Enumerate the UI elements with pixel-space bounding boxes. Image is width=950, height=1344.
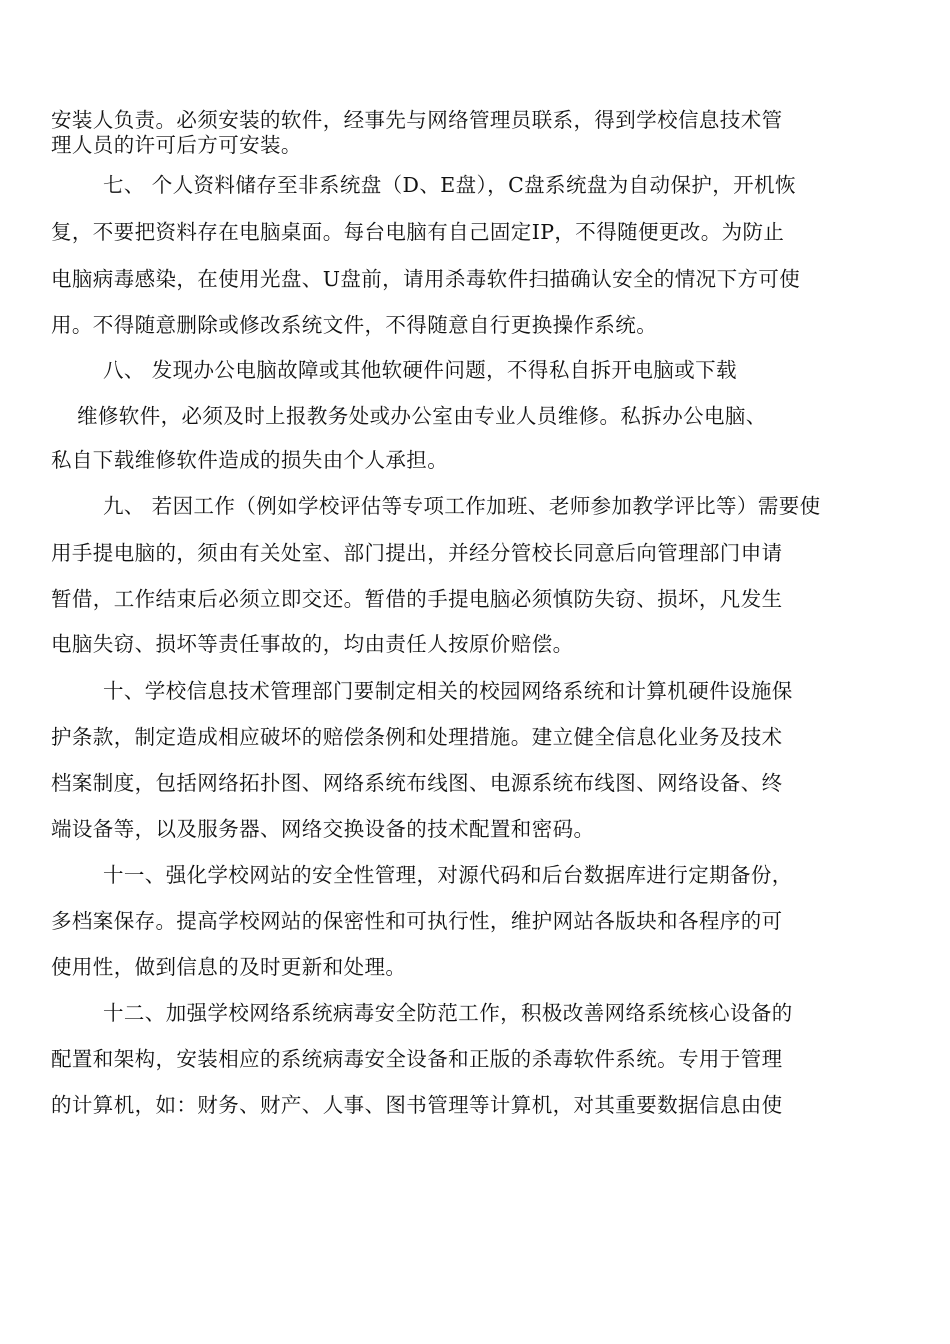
text-line: 电脑失窃、损坏等责任事故的，均由责任人按原价赔偿。 [51, 632, 574, 656]
text-line: 档案制度，包括网络拓扑图、网络系统布线图、电源系统布线图、网络设备、终 [51, 771, 783, 795]
text-line: 九、 若因工作（例如学校评估等专项工作加班、老师参加教学评比等）需要使 [103, 494, 821, 518]
text-line: 七、 个人资料储存至非系统盘（D、E盘），C盘系统盘为自动保护，开机恢 [103, 173, 796, 197]
text-line: 用。不得随意删除或修改系统文件，不得随意自行更换操作系统。 [51, 313, 658, 337]
text-line: 十二、加强学校网络系统病毒安全防范工作，积极改善网络系统核心设备的 [103, 1001, 793, 1025]
text-line: 电脑病毒感染，在使用光盘、U盘前，请用杀毒软件扫描确认安全的情况下方可使 [51, 267, 801, 291]
text-line: 护条款，制定造成相应破坏的赔偿条例和处理措施。建立健全信息化业务及技术 [51, 725, 783, 749]
text-line: 复，不要把资料存在电脑桌面。每台电脑有自己固定IP，不得随便更改。为防止 [51, 220, 785, 244]
text-line: 安装人负责。必须安装的软件，经事先与网络管理员联系，得到学校信息技术管 [51, 108, 783, 132]
text-line: 维修软件，必须及时上报教务处或办公室由专业人员维修。私拆办公电脑、 [77, 404, 767, 428]
text-line: 使用性，做到信息的及时更新和处理。 [51, 955, 407, 979]
text-line: 端设备等，以及服务器、网络交换设备的技术配置和密码。 [51, 817, 595, 841]
text-line: 私自下载维修软件造成的损失由个人承担。 [51, 448, 449, 472]
text-line: 多档案保存。提高学校网站的保密性和可执行性，维护网站各版块和各程序的可 [51, 909, 783, 933]
text-line: 用手提电脑的，须由有关处室、部门提出，并经分管校长同意后向管理部门申请 [51, 541, 783, 565]
text-line: 暂借，工作结束后必须立即交还。暂借的手提电脑必须慎防失窃、损坏，凡发生 [51, 587, 783, 611]
text-line: 理人员的许可后方可安装。 [51, 133, 302, 157]
text-line: 八、 发现办公电脑故障或其他软硬件问题，不得私自拆开电脑或下载 [103, 358, 737, 382]
text-line: 十、学校信息技术管理部门要制定相关的校园网络系统和计算机硬件设施保 [103, 679, 793, 703]
text-line: 十一、强化学校网站的安全性管理，对源代码和后台数据库进行定期备份， [103, 863, 793, 887]
text-line: 配置和架构，安装相应的系统病毒安全设备和正版的杀毒软件系统。专用于管理 [51, 1047, 783, 1071]
text-line: 的计算机，如：财务、财产、人事、图书管理等计算机，对其重要数据信息由使 [51, 1093, 783, 1117]
